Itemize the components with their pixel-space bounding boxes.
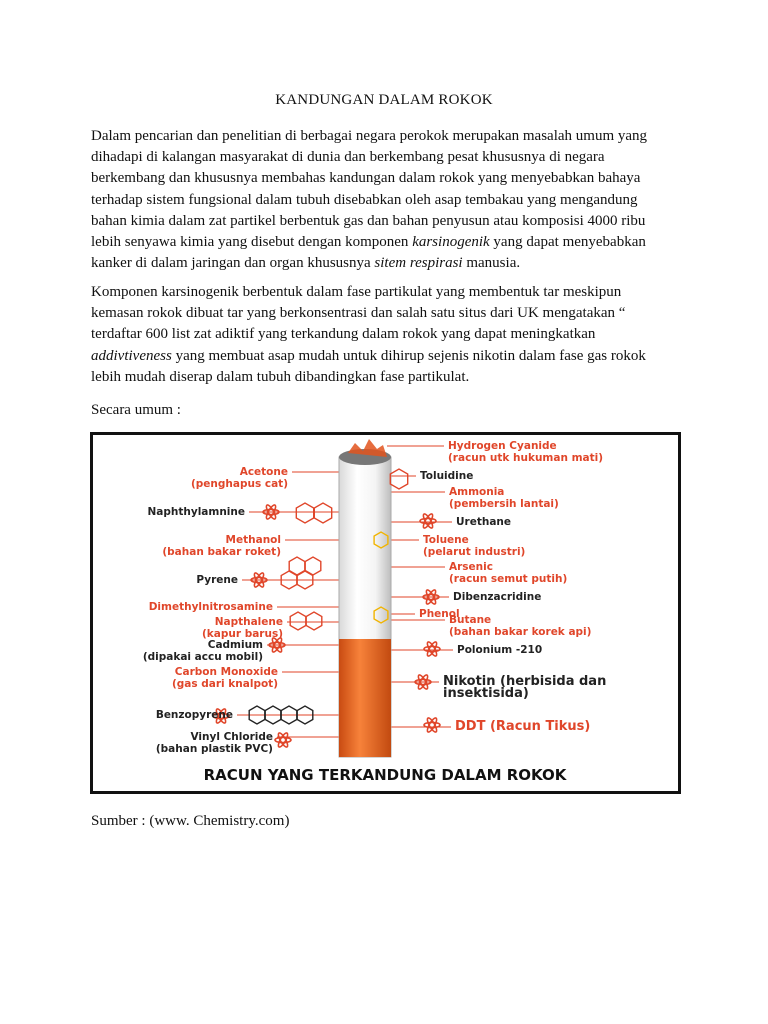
- left-toxin-label: Carbon Monoxide: [174, 666, 278, 678]
- atom-icon: [424, 717, 440, 733]
- figure-caption: RACUN YANG TERKANDUNG DALAM ROKOK: [203, 766, 567, 784]
- right-toxin-label: (bahan bakar korek api): [449, 626, 592, 638]
- text-run: yang dapat menyebabkan: [489, 234, 646, 251]
- cigarette-filter: [339, 639, 391, 757]
- text-line: [91, 190, 691, 211]
- text-run: berkembang dan khususnya membahas kandungan dalam rokok yang menyebabkan bahaya: [91, 170, 641, 187]
- benzene-ring-icon: [314, 503, 331, 523]
- text-run: terdaftar 600 list zat adiktif yang terkandung dalam rokok yang dapat meningkatkan: [91, 326, 596, 343]
- text-line: [91, 303, 691, 324]
- paragraph-2: [91, 282, 691, 388]
- italic-term: karsinogenik: [412, 234, 490, 251]
- cigarette-toxins-figure: [90, 432, 681, 794]
- right-toxin-label: Nikotin (herbisida dan: [443, 674, 607, 689]
- text-line: [91, 211, 691, 232]
- right-toxin-label: (pelarut industri): [423, 546, 526, 558]
- right-toxin-label: DDT (Racun Tikus): [455, 719, 591, 734]
- cigarette-body: [339, 439, 391, 757]
- text-run: yang membuat asap mudah untuk dihirup sejenis nikotin dalam fase gas rokok: [171, 347, 646, 364]
- left-toxin-label: Methanol: [225, 534, 281, 546]
- left-toxin-label: Dimethylnitrosamine: [148, 601, 273, 613]
- text-run: dihadapi di kalangan masyarakat di dunia dan berkembang pesat khususnya di negara: [91, 149, 605, 166]
- text-line: [91, 324, 691, 345]
- italic-term: sitem respirasi: [374, 255, 463, 272]
- italic-term: addivtiveness: [91, 347, 172, 364]
- left-toxin-label: Naphthylamnine: [147, 506, 245, 518]
- left-toxin-label: Cadmium: [207, 639, 263, 651]
- benzene-ring-icon: [390, 469, 407, 489]
- benzene-ring-icon: [296, 503, 313, 523]
- right-toxin-label: Toluene: [423, 534, 469, 546]
- text-run: lebih senyawa kimia yang disebut dengan komponen: [91, 234, 413, 251]
- benzene-ring-icon: [305, 557, 321, 575]
- paragraph-1: [91, 126, 691, 274]
- text-line: [91, 346, 691, 367]
- benzene-ring-icon: [306, 612, 322, 630]
- left-toxin-label: Benzopyrene: [155, 709, 233, 721]
- text-run: kemasan rokok dibuat tar yang berkonsentrasi dan salah satu situs dari UK mengatakan “: [91, 305, 626, 322]
- right-toxin-label: (racun semut putih): [449, 573, 568, 585]
- left-toxin-label: (penghapus cat): [190, 478, 288, 490]
- text-run: Komponen karsinogenik berbentuk dalam fase partikulat yang membentuk tar meskipun: [91, 284, 622, 300]
- text-line: [91, 126, 691, 147]
- document-title: KANDUNGAN DALAM ROKOK: [275, 92, 493, 108]
- right-toxin-label: Arsenic: [449, 561, 493, 573]
- figure-illustration: [93, 435, 678, 791]
- text-run: Dalam pencarian dan penelitian di berbagai negara perokok merupakan masalah umum yang: [91, 128, 648, 144]
- lead-text: Secara umum :: [91, 402, 181, 418]
- left-toxin-label: Acetone: [239, 466, 288, 478]
- right-toxin-label: Hydrogen Cyanide: [448, 440, 557, 452]
- text-run: lebih mudah diserap dalam tubuh dibandingkan fase partikulat.: [91, 368, 470, 385]
- source-citation: Sumber : (www. Chemistry.com): [91, 813, 290, 829]
- left-toxin-label: Vinyl Chloride: [190, 731, 273, 743]
- text-run: terhadap sistem fungsional dalam tubuh disebabkan oleh asap tembakau yang mengandung: [91, 191, 638, 208]
- left-toxin-label: Pyrene: [196, 574, 238, 586]
- right-toxin-label: Urethane: [456, 516, 512, 528]
- atom-icon: [424, 641, 440, 657]
- text-line: [91, 253, 691, 274]
- text-line: [91, 367, 691, 388]
- left-toxin-label: (dipakai accu mobil): [142, 651, 263, 663]
- benzene-ring-icon: [289, 557, 305, 575]
- text-run: manusia.: [462, 255, 521, 272]
- text-line: [91, 168, 691, 189]
- left-toxin-label: (gas dari knalpot): [171, 678, 278, 690]
- text-line: [91, 232, 691, 253]
- benzene-ring-icon: [290, 612, 306, 630]
- right-toxin-label: Polonium -210: [457, 644, 543, 656]
- left-toxin-label: (kapur barus): [202, 628, 283, 640]
- right-toxin-label: Dibenzacridine: [453, 591, 542, 603]
- left-toxin-label: Napthalene: [214, 616, 283, 628]
- right-toxin-label: Toluidine: [420, 470, 474, 482]
- left-toxin-label: (bahan plastik PVC): [155, 743, 273, 755]
- text-line: [91, 282, 691, 303]
- text-run: kanker di dalam jaringan dan organ khususnya: [91, 255, 375, 272]
- right-toxin-label: Phenol: [419, 608, 460, 620]
- right-toxin-label: (racun utk hukuman mati): [448, 452, 604, 464]
- right-toxin-label: insektisida): [443, 686, 529, 701]
- right-toxin-label: Ammonia: [449, 486, 505, 498]
- left-toxin-label: (bahan bakar roket): [162, 546, 281, 558]
- right-toxin-label: Butane: [449, 614, 492, 626]
- text-run: bahan kimia dalam zat partikel berbentuk gas dan bahan penyusun atau komposisi 4000 ribu: [91, 212, 646, 229]
- atom-icon: [420, 513, 436, 529]
- right-toxin-label: (pembersih lantai): [449, 498, 559, 510]
- atom-icon: [275, 732, 291, 748]
- text-line: [91, 147, 691, 168]
